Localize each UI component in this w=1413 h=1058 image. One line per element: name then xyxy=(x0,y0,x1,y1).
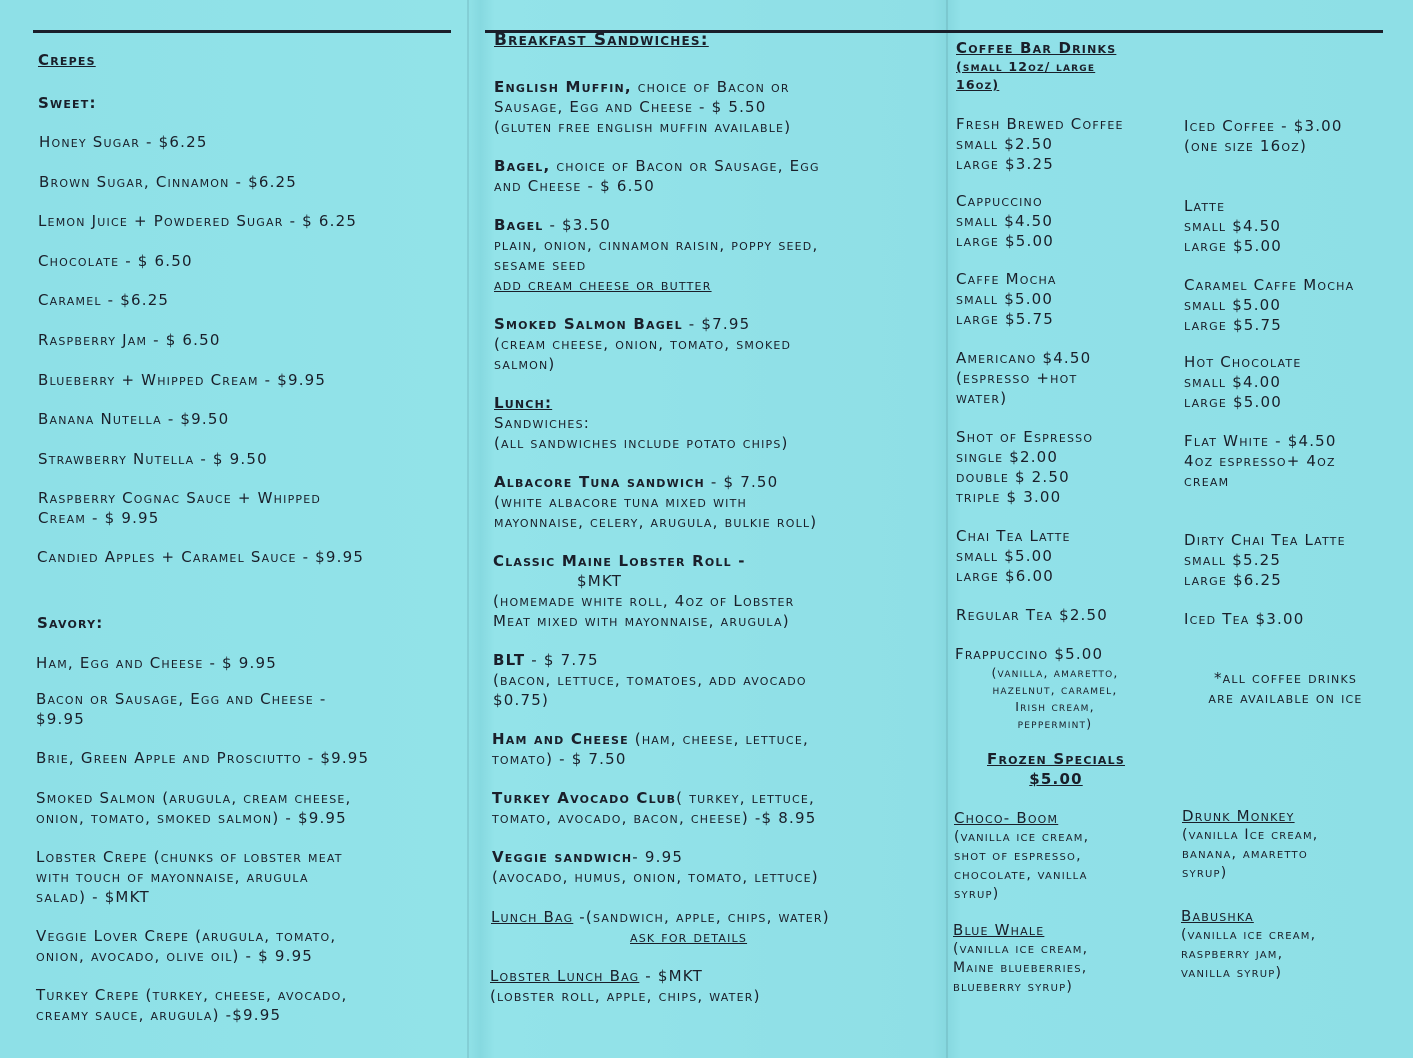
coffee-drink-item xyxy=(956,269,1176,329)
frappuccino-name: Frappuccino $5.00 xyxy=(955,645,1104,663)
salmon-bagel-desc: (cream cheese, onion, tomato, smoked xyxy=(494,335,792,353)
frozen-special-desc: blueberry syrup) xyxy=(953,979,1073,995)
savory-crepe-label: onion, avocado, olive oil) - $ 9.95 xyxy=(36,947,314,965)
coffee-drink-price: single $2.00 xyxy=(956,448,1059,466)
frozen-special-item xyxy=(1181,906,1401,983)
lunch-title: Lunch: xyxy=(494,394,553,412)
frozen-special-desc: (vanilla ice cream, xyxy=(953,941,1089,957)
lobster-lunch-bag-price: - $MKT xyxy=(639,967,704,985)
sweet-crepe-item xyxy=(38,409,458,429)
fold-line xyxy=(467,0,469,1058)
coffee-drink-price: large $5.75 xyxy=(956,310,1054,328)
salmon-bagel-name: Smoked Salmon Bagel xyxy=(494,315,683,333)
sweet-crepe-label: Banana Nutella - $9.50 xyxy=(38,410,230,428)
veggie-sandwich-desc: (avocado, humus, onion, tomato, lettuce) xyxy=(492,868,819,886)
savory-crepe-item xyxy=(36,748,466,768)
frozen-special-desc: Maine blueberries, xyxy=(953,960,1088,976)
lunch-bag-name: Lunch Bag xyxy=(491,908,574,926)
savory-crepe-item xyxy=(36,926,466,946)
coffee-drink-price: large $5.75 xyxy=(1184,316,1282,334)
savory-crepe-item xyxy=(36,709,466,729)
coffee-drink-item xyxy=(956,348,1176,408)
frozen-special-name: Blue Whale xyxy=(953,921,1045,939)
salmon-bagel-price: - $7.95 xyxy=(682,315,751,333)
tuna-item xyxy=(494,472,944,532)
frappuccino-flavor-line: peppermint) xyxy=(1017,716,1093,731)
sweet-crepe-label: Strawberry Nutella - $ 9.50 xyxy=(38,450,268,468)
coffee-drink-price: small $4.50 xyxy=(956,212,1054,230)
crepes-title: Crepes xyxy=(38,51,96,69)
frappuccino-item xyxy=(955,644,1160,732)
sweet-crepe-label: Lemon Juice + Powdered Sugar - $ 6.25 xyxy=(38,212,358,230)
english-muffin-name: English Muffin, xyxy=(494,78,632,96)
english-muffin-desc: choice of Bacon or xyxy=(631,78,790,96)
frozen-special-desc: vanilla syrup) xyxy=(1181,965,1283,981)
frappuccino-flavor-line: Irish cream, xyxy=(1015,699,1095,714)
frozen-special-desc: chocolate, vanilla xyxy=(954,867,1088,883)
lunch-note: (all sandwiches include potato chips) xyxy=(494,434,789,452)
lunch-header xyxy=(494,393,944,453)
coffee-drink-price: small $5.00 xyxy=(956,547,1054,565)
lobster-roll-price: $MKT xyxy=(577,572,623,590)
coffee-drink-price: (one size 16oz) xyxy=(1184,137,1308,155)
sweet-crepe-item xyxy=(37,547,457,567)
veggie-sandwich-name: Veggie sandwich xyxy=(492,848,633,866)
savory-crepe-item xyxy=(36,946,466,966)
savory-crepe-item xyxy=(36,788,466,808)
bagel-plain-flavors-2: sesame seed xyxy=(494,256,587,274)
coffee-drink-price: large $5.00 xyxy=(1184,237,1282,255)
savory-crepe-label: Turkey Crepe (turkey, cheese, avocado, xyxy=(36,986,348,1004)
english-muffin-item xyxy=(494,77,944,137)
coffee-drink-price: small $2.50 xyxy=(956,135,1054,153)
lobster-lunch-bag-item xyxy=(490,966,940,1006)
ham-cheese-item xyxy=(492,729,942,769)
savory-crepe-item xyxy=(36,887,466,907)
frappuccino-flavors xyxy=(955,664,1155,732)
coffee-drink-name: Fresh Brewed Coffee xyxy=(956,115,1124,133)
frozen-special-item xyxy=(954,808,1174,904)
savory-crepe-item xyxy=(36,985,466,1005)
coffee-drink-price: large $5.00 xyxy=(1184,393,1282,411)
coffee-drink-item xyxy=(956,114,1176,174)
coffee-drink-price: small $4.50 xyxy=(1184,217,1282,235)
savory-crepe-item xyxy=(36,653,466,673)
sweet-crepe-item xyxy=(38,449,458,469)
coffee-drink-name: Cappuccino xyxy=(956,192,1043,210)
turkey-club-item xyxy=(492,788,942,828)
frozen-special-desc: banana, amaretto xyxy=(1182,846,1308,862)
lunch-subtitle: Sandwiches: xyxy=(494,414,591,432)
turkey-club-name: Turkey Avocado Club xyxy=(492,789,677,807)
frozen-special-name: Drunk Monkey xyxy=(1182,807,1295,825)
coffee-drink-item xyxy=(1184,609,1404,629)
savory-crepe-item xyxy=(36,1005,466,1025)
coffee-drink-item xyxy=(1184,116,1404,156)
savory-crepe-label: onion, tomato, smoked salmon) - $9.95 xyxy=(36,809,347,827)
coffee-header xyxy=(956,38,1186,94)
savory-crepe-item xyxy=(36,689,466,709)
turkey-club-desc: ( turkey, lettuce, xyxy=(676,789,815,807)
breakfast-title-wrap xyxy=(494,30,944,50)
coffee-drink-price: large $5.00 xyxy=(956,232,1054,250)
coffee-drink-name: Hot Chocolate xyxy=(1184,353,1302,371)
bagel-combo-price: and Cheese - $ 6.50 xyxy=(494,177,656,195)
ham-cheese-price: tomato) - $ 7.50 xyxy=(492,750,627,768)
salmon-bagel-desc-2: salmon) xyxy=(494,355,556,373)
sweet-crepe-item xyxy=(39,172,459,192)
ham-cheese-name: Ham and Cheese xyxy=(492,730,629,748)
sweet-label-wrap xyxy=(38,93,97,113)
bagel-plain-flavors: plain, onion, cinnamon raisin, poppy seed, xyxy=(494,236,819,254)
blt-item xyxy=(493,650,943,710)
ice-note-line: *all coffee drinks xyxy=(1213,669,1358,687)
sweet-crepe-label: Raspberry Cognac Sauce + Whipped xyxy=(38,489,322,507)
sweet-crepe-label: Caramel - $6.25 xyxy=(38,291,170,309)
crepes-section xyxy=(38,50,458,70)
tuna-price: - $ 7.50 xyxy=(704,473,779,491)
sweet-crepe-label: Candied Apples + Caramel Sauce - $9.95 xyxy=(37,548,365,566)
coffee-drink-item xyxy=(1184,431,1404,491)
frozen-special-name: Choco- Boom xyxy=(954,809,1059,827)
sweet-crepe-item xyxy=(38,508,458,528)
frozen-price: $5.00 xyxy=(1029,770,1083,788)
lobster-lunch-bag-desc: (lobster roll, apple, chips, water) xyxy=(490,987,761,1005)
savory-crepe-label: Veggie Lover Crepe (arugula, tomato, xyxy=(36,927,337,945)
bagel-combo-name: Bagel, xyxy=(494,157,551,175)
coffee-drink-item xyxy=(956,526,1176,586)
coffee-sizes: (small 12oz/ large xyxy=(956,59,1096,74)
salmon-bagel-item xyxy=(494,314,944,374)
savory-crepe-label: $9.95 xyxy=(36,710,85,728)
coffee-drink-price: (espresso +hot xyxy=(956,369,1078,387)
coffee-drink-item xyxy=(1184,196,1404,256)
sweet-crepe-label: Cream - $ 9.95 xyxy=(38,509,160,527)
coffee-drink-price: triple $ 3.00 xyxy=(956,488,1062,506)
lobster-roll-desc: (homemade white roll, 4oz of Lobster xyxy=(493,592,795,610)
ice-note xyxy=(1183,668,1388,708)
frappuccino-flavor-line: (vanilla, amaretto, xyxy=(991,665,1119,680)
bagel-plain-price: - $3.50 xyxy=(543,216,611,234)
savory-crepe-label: creamy sauce, arugula) -$9.95 xyxy=(36,1006,282,1024)
veggie-sandwich-item xyxy=(492,847,942,887)
savory-label-wrap xyxy=(37,613,103,633)
frozen-special-desc: (vanilla ice cream, xyxy=(1181,927,1317,943)
bagel-combo-desc: choice of Bacon or Sausage, Egg xyxy=(550,157,820,175)
coffee-drink-price: small $5.00 xyxy=(956,290,1054,308)
coffee-drink-price: small $4.00 xyxy=(1184,373,1282,391)
coffee-drink-price: cream xyxy=(1184,472,1230,490)
savory-crepe-label: salad) - $MKT xyxy=(36,888,150,906)
coffee-sizes-2: 16oz) xyxy=(956,77,1000,92)
bagel-plain-item xyxy=(494,215,944,295)
tuna-desc: (white albacore tuna mixed with xyxy=(494,493,747,511)
frozen-special-desc: (vanilla Ice cream, xyxy=(1182,827,1319,843)
sweet-crepe-item xyxy=(38,290,458,310)
savory-crepe-label: Smoked Salmon (arugula, cream cheese, xyxy=(36,789,352,807)
sweet-crepe-item xyxy=(38,488,458,508)
bagel-plain-name: Bagel xyxy=(494,216,544,234)
sweet-crepe-label: Chocolate - $ 6.50 xyxy=(38,252,193,270)
veggie-sandwich-price: - 9.95 xyxy=(632,848,684,866)
frozen-header xyxy=(956,749,1156,789)
frozen-special-desc: (vanilla ice cream, xyxy=(954,829,1090,845)
lobster-roll-desc-2: Meat mixed with mayonnaise, arugula) xyxy=(493,612,790,630)
coffee-drink-name: Caffe Mocha xyxy=(956,270,1057,288)
lunch-bag-desc: -(sandwich, apple, chips, water) xyxy=(573,908,830,926)
lunch-bag-details: ask for details xyxy=(630,928,748,946)
sweet-crepe-item xyxy=(38,370,458,390)
coffee-drink-name: Regular Tea $2.50 xyxy=(956,606,1109,624)
ice-note-line-2: are available on ice xyxy=(1208,689,1363,707)
sweet-heading: Sweet: xyxy=(38,94,97,112)
sweet-crepe-label: Raspberry Jam - $ 6.50 xyxy=(38,331,221,349)
frappuccino-flavor-line: hazelnut, caramel, xyxy=(992,682,1118,697)
savory-crepe-item xyxy=(36,808,466,828)
coffee-drink-price: large $6.00 xyxy=(956,567,1054,585)
lobster-roll-item xyxy=(493,551,943,631)
coffee-drink-name: Dirty Chai Tea Latte xyxy=(1184,531,1346,549)
frozen-special-item xyxy=(1182,806,1402,883)
coffee-drink-item xyxy=(1184,275,1404,335)
frozen-special-desc: syrup) xyxy=(954,886,1000,902)
english-muffin-note: (gluten free english muffin available) xyxy=(494,118,792,136)
savory-heading: Savory: xyxy=(37,614,104,632)
coffee-drink-item xyxy=(956,427,1176,507)
bagel-combo-item xyxy=(494,156,944,196)
frozen-special-desc: syrup) xyxy=(1182,865,1228,881)
blt-desc: (bacon, lettuce, tomatoes, add avocado xyxy=(493,671,807,689)
sweet-crepe-item xyxy=(38,211,458,231)
turkey-club-price: tomato, avocado, bacon, cheese) -$ 8.95 xyxy=(492,809,817,827)
coffee-drink-item xyxy=(1184,530,1404,590)
coffee-drink-item xyxy=(956,191,1176,251)
coffee-drink-price: 4oz espresso+ 4oz xyxy=(1184,452,1336,470)
savory-crepe-label: Bacon or Sausage, Egg and Cheese - xyxy=(36,690,327,708)
coffee-drink-name: Iced Coffee - $3.00 xyxy=(1184,117,1343,135)
ham-cheese-desc: (ham, cheese, lettuce, xyxy=(628,730,809,748)
breakfast-title: Breakfast Sandwiches: xyxy=(494,30,709,50)
coffee-drink-price: large $3.25 xyxy=(956,155,1054,173)
sweet-crepe-label: Honey Sugar - $6.25 xyxy=(39,133,208,151)
lunch-bag-item xyxy=(491,907,941,947)
coffee-drink-price: double $ 2.50 xyxy=(956,468,1070,486)
coffee-drink-price: small $5.25 xyxy=(1184,551,1282,569)
sweet-crepe-label: Blueberry + Whipped Cream - $9.95 xyxy=(38,371,327,389)
blt-price: - $ 7.75 xyxy=(525,651,599,669)
savory-crepe-label: with touch of mayonnaise, arugula xyxy=(36,868,309,886)
coffee-drink-name: Latte xyxy=(1184,197,1226,215)
coffee-drink-name: Americano $4.50 xyxy=(956,349,1092,367)
sweet-crepe-item xyxy=(38,330,458,350)
coffee-drink-name: Iced Tea $3.00 xyxy=(1184,610,1305,628)
lobster-roll-name: Classic Maine Lobster Roll - xyxy=(493,552,746,570)
coffee-drink-name: Caramel Caffe Mocha xyxy=(1184,276,1355,294)
sweet-crepe-label: Brown Sugar, Cinnamon - $6.25 xyxy=(39,173,298,191)
frozen-special-name: Babushka xyxy=(1181,907,1254,925)
sweet-crepe-item xyxy=(39,132,459,152)
frozen-special-desc: raspberry jam, xyxy=(1181,946,1284,962)
sweet-crepe-item xyxy=(38,251,458,271)
coffee-drink-price: large $6.25 xyxy=(1184,571,1282,589)
coffee-drink-item xyxy=(1184,352,1404,412)
coffee-drink-name: Chai Tea Latte xyxy=(956,527,1071,545)
savory-crepe-item xyxy=(36,867,466,887)
blt-name: BLT xyxy=(493,651,526,669)
frozen-special-desc: shot of espresso, xyxy=(954,848,1082,864)
savory-crepe-item xyxy=(36,847,466,867)
savory-crepe-label: Brie, Green Apple and Prosciutto - $9.95 xyxy=(36,749,370,767)
savory-crepe-label: Lobster Crepe (chunks of lobster meat xyxy=(36,848,343,866)
blt-desc-2: $0.75) xyxy=(493,691,549,709)
lobster-lunch-bag-name: Lobster Lunch Bag xyxy=(490,967,640,985)
coffee-drink-price: small $5.00 xyxy=(1184,296,1282,314)
frozen-title: Frozen Specials xyxy=(987,750,1125,768)
tuna-desc-2: mayonnaise, celery, arugula, bulkie roll) xyxy=(494,513,818,531)
english-muffin-price: Sausage, Egg and Cheese - $ 5.50 xyxy=(494,98,767,116)
coffee-title: Coffee Bar Drinks xyxy=(956,39,1117,57)
fold-line xyxy=(946,0,948,1058)
top-rule xyxy=(33,30,451,33)
coffee-drink-name: Flat White - $4.50 xyxy=(1184,432,1337,450)
frozen-special-item xyxy=(953,920,1173,997)
tuna-name: Albacore Tuna sandwich xyxy=(494,473,705,491)
bagel-addon: add cream cheese or butter xyxy=(494,276,712,294)
coffee-drink-name: Shot of Espresso xyxy=(956,428,1094,446)
coffee-drink-item xyxy=(956,605,1176,625)
coffee-drink-price: water) xyxy=(956,389,1008,407)
savory-crepe-label: Ham, Egg and Cheese - $ 9.95 xyxy=(36,654,277,672)
